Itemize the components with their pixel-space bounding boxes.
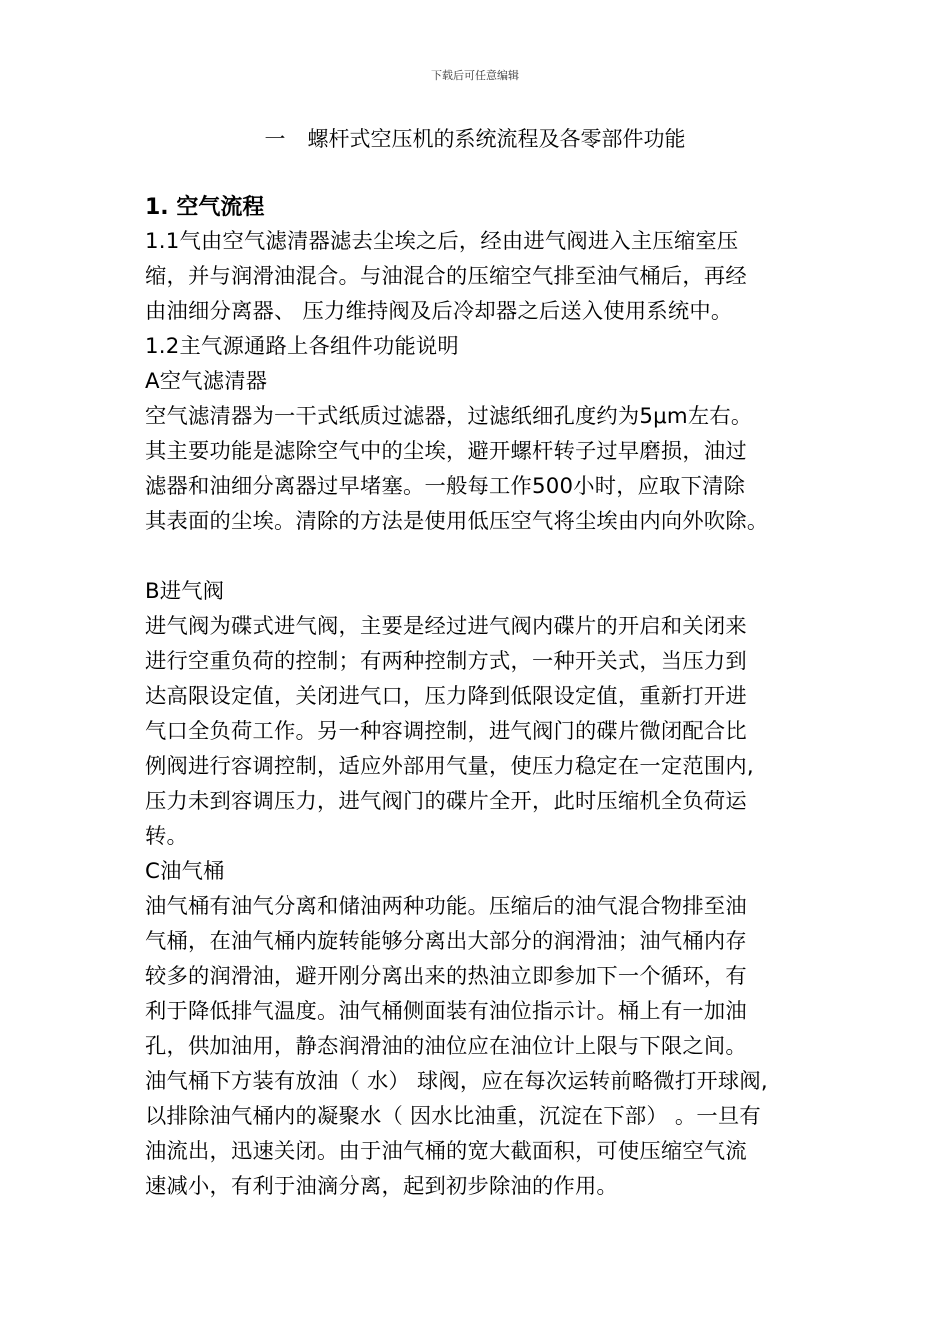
body-line: A空气滤清器 [145,369,268,394]
body-line: 压力未到容调压力，进气阀门的碟片全开，此时压缩机全负荷运 [145,789,747,814]
body-line: 达高限设定值，关闭进气口，压力降到低限设定值，重新打开进 [145,684,747,709]
body-line: 孔，供加油用，静态润滑油的油位应在油位计上限与下限之间。 [145,1034,747,1059]
page-header-note: 下载后可任意编辑 [431,69,519,82]
body-line: 例阀进行容调控制，适应外部用气量，使压力稳定在一定范围内, [145,754,754,779]
title-text: 螺杆式空压机的系统流程及各零部件功能 [307,127,686,151]
body-line: 1.1气由空气滤清器滤去尘埃之后，经由进气阀进入主压缩室压 [145,229,739,254]
body-line: 缩，并与润滑油混合。与油混合的压缩空气排至油气桶后，再经 [145,264,747,289]
body-line: 油气桶下方装有放油（ 水） 球阀，应在每次运转前略微打开球阀, [145,1069,768,1094]
body-line: 由油细分离器、 压力维持阀及后冷却器之后送入使用系统中。 [145,299,733,324]
section-heading-air-flow: 1. 空气流程 [145,195,265,220]
body-line: 空气滤清器为一干式纸质过滤器，过滤纸细孔度约为5μm左右。 [145,404,753,429]
body-line: 进行空重负荷的控制；有两种控制方式，一种开关式，当压力到 [145,649,747,674]
title-dash: 一 [264,127,286,151]
body-line: 油流出，迅速关闭。由于油气桶的宽大截面积，可使压缩空气流 [145,1139,747,1164]
body-line: 1.2主气源通路上各组件功能说明 [145,334,459,359]
body-line: 进气阀为碟式进气阀，主要是经过进气阀内碟片的开启和关闭来 [145,614,747,639]
body-line: B进气阀 [145,579,225,604]
body-line: 其主要功能是滤除空气中的尘埃，避开螺杆转子过早磨损，油过 [145,439,747,464]
body-line: 气桶，在油气桶内旋转能够分离出大部分的润滑油；油气桶内存 [145,929,747,954]
body-line: 滤器和油细分离器过早堵塞。一般每工作500小时，应取下清除 [145,474,746,499]
body-line: 较多的润滑油，避开刚分离出来的热油立即参加下一个循环，有 [145,964,747,989]
body-line: C油气桶 [145,859,225,884]
body-line: 利于降低排气温度。油气桶侧面装有油位指示计。桶上有一加油 [145,999,747,1024]
blank-line [145,539,815,574]
body-line: 油气桶有油气分离和储油两种功能。压缩后的油气混合物排至油 [145,894,747,919]
document-body [145,224,815,1204]
body-line: 以排除油气桶内的凝聚水（ 因水比油重，沉淀在下部） 。一旦有 [145,1104,761,1129]
document-title [0,123,950,153]
body-line: 其表面的尘埃。清除的方法是使用低压空气将尘埃由内向外吹除。 [145,509,769,534]
body-line: 气口全负荷工作。另一种容调控制，进气阀门的碟片微闭配合比 [145,719,747,744]
body-line: 转。 [145,824,188,849]
body-line: 速减小，有利于油滴分离，起到初步除油的作用。 [145,1174,618,1199]
